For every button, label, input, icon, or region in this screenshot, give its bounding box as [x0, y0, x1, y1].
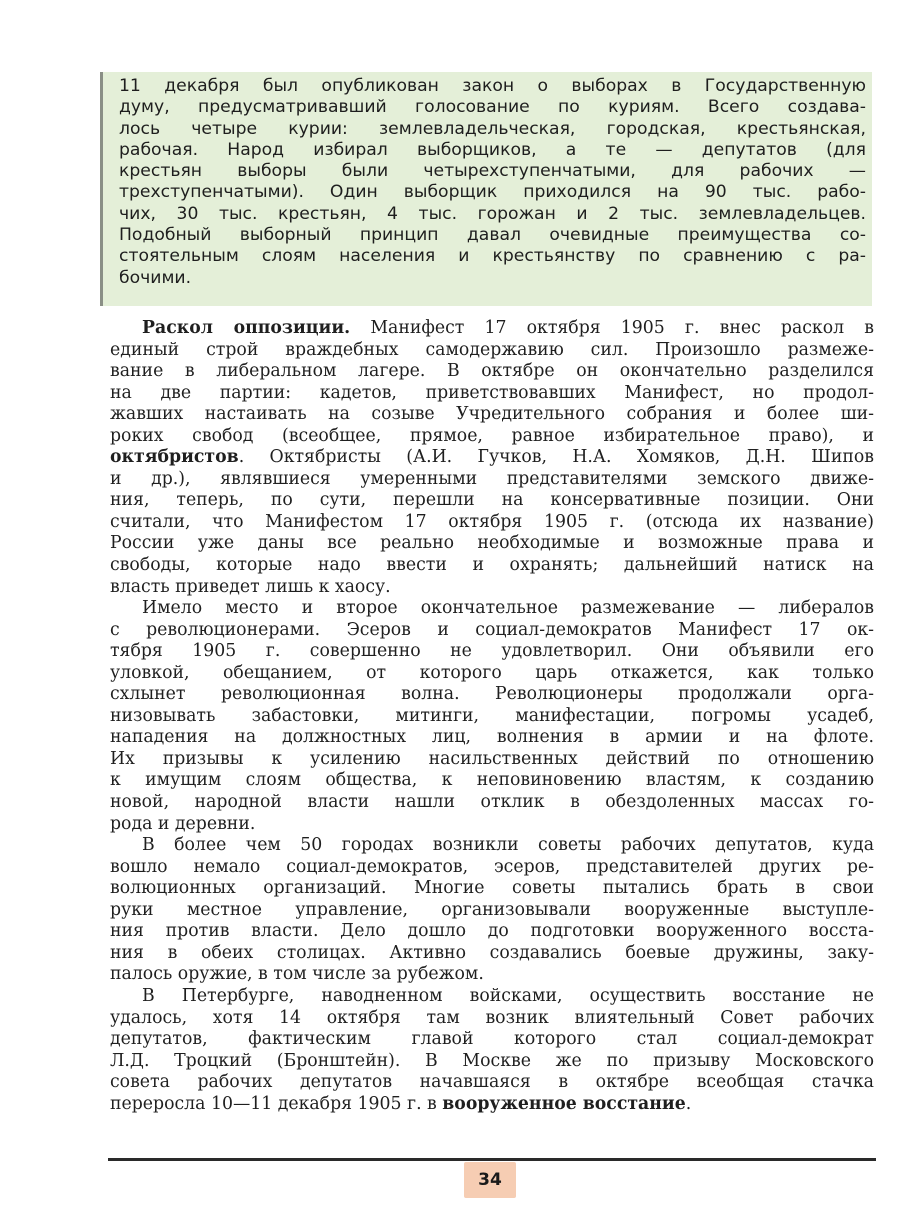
text-line: нападения на должностных лиц, волнения в армии и на флоте. [110, 727, 874, 748]
text-line: В более чем 50 городах возникли советы рабочих депутатов, куда [142, 835, 874, 856]
text-span: переросла 10—11 декабря 1905 г. в [110, 1093, 443, 1114]
callout-line: думу, предусматривавший голосование по куриям. Всего создава- [119, 97, 866, 118]
text-line: тября 1905 г. совершенно не удовлетворил. Они объявили его [110, 641, 874, 662]
text-line: палось оружие, в том числе за рубежом. [110, 964, 484, 985]
text-line [110, 318, 874, 340]
callout-line: крестьян выборы были четырехступенчатыми, для рабочих — [119, 161, 866, 182]
text-line: ния, теперь, по сути, перешли на консервативные позиции. Они [110, 490, 874, 511]
callout-line: лось четыре курии: землевладельческая, городская, крестьянская, [119, 118, 866, 139]
text-span: Манифест 17 октября 1905 г. внес раскол в [350, 318, 874, 338]
text-line [110, 1094, 874, 1116]
text-line: свободы, которые надо ввести и охранять; дальнейший натиск на [110, 555, 874, 576]
bold-term: вооруженное восстание [442, 1093, 686, 1114]
text-line: роких свобод (всеобщее, прямое, равное избирательное право), и [110, 425, 874, 446]
text-line [110, 447, 874, 469]
text-line: волюционных организаций. Многие советы пытались брать в свои [110, 878, 874, 899]
text-line: считали, что Манифестом 17 октября 1905 г. (отсюда их название) [110, 511, 874, 532]
callout-line: Подобный выборный принцип давал очевидные преимущества со- [119, 225, 866, 246]
main-text [110, 318, 874, 1115]
text-line: России уже даны все реально необходимые и возможные права и [110, 533, 874, 554]
text-line: рода и деревни. [110, 813, 256, 834]
footer-rule [108, 1158, 876, 1161]
text-line: с революционерами. Эсеров и социал-демократов Манифест 17 ок- [110, 619, 874, 640]
text-line: вошло немало социал-демократов, эсеров, представителей других ре- [110, 856, 874, 877]
text-span: . [685, 1093, 692, 1114]
text-line: депутатов, фактическим главой которого стал социал-демократ [110, 1029, 874, 1050]
text-line: Л.Д. Троцкий (Бронштейн). В Москве же по призыву Московского [110, 1050, 874, 1071]
text-line: руки местное управление, организовывали вооруженные выступле- [110, 899, 874, 920]
text-line: власть приведет лишь к хаосу. [110, 576, 391, 597]
callout-line: трехступенчатыми). Один выборщик приходился на 90 тыс. рабо- [119, 182, 866, 203]
text-line: Имело место и второе окончательное размежевание — либералов [142, 598, 874, 619]
text-line: В Петербурге, наводненном войсками, осуществить восстание не [142, 985, 874, 1006]
text-line: вание в либеральном лагере. В октябре он окончательно разделился [110, 361, 874, 382]
callout-line: бочими. [119, 267, 192, 288]
text-line: схлынет революционная волна. Революционеры продолжали орга- [110, 684, 874, 705]
text-line: ния в обеих столицах. Активно создавались боевые дружины, заку- [110, 942, 874, 963]
text-line: единый строй враждебных самодержавию сил. Произошло размеже- [110, 339, 874, 360]
text-line: ния против власти. Дело дошло до подготовки вооруженного восста- [110, 921, 874, 942]
text-line: жавших настаивать на созыве Учредительного собрания и более ши- [110, 404, 874, 425]
callout-box [100, 72, 872, 306]
bold-term: октябристов [110, 447, 239, 468]
page-number: 34 [464, 1162, 516, 1198]
text-line: удалось, хотя 14 октября там возник влиятельный Совет рабочих [110, 1007, 874, 1028]
section-heading: Раскол оппозиции. [142, 318, 351, 338]
text-line: совета рабочих депутатов начавшаяся в октябре всеобщая стачка [110, 1072, 874, 1093]
text-line: на две партии: кадетов, приветствовавших Манифест, но продол- [110, 382, 874, 403]
text-line: Их призывы к усилению насильственных действий по отношению [110, 748, 874, 769]
text-line: уловкой, обещанием, от которого царь откажется, как только [110, 662, 874, 683]
text-line: и др.), являвшиеся умеренными представителями земского движе- [110, 468, 874, 489]
callout-line: стоятельным слоям населения и крестьянству по сравнению с ра- [119, 246, 866, 267]
callout-line: 11 декабря был опубликован закон о выборах в Государственную [119, 76, 866, 96]
text-line: низовывать забастовки, митинги, манифестации, погромы усадеб, [110, 705, 874, 726]
text-span: . Октябристы (А.И. Гучков, Н.А. Хомяков, Д.Н. Шипов [238, 447, 874, 468]
callout-line: рабочая. Народ избирал выборщиков, а те — депутатов (для [119, 139, 866, 160]
callout-line: чих, 30 тыс. крестьян, 4 тыс. горожан и 2 тыс. землевладельцев. [119, 203, 866, 224]
text-line: к имущим слоям общества, к неповиновению властям, к созданию [110, 770, 874, 791]
text-line: новой, народной власти нашли отклик в обездоленных массах го- [110, 792, 874, 813]
